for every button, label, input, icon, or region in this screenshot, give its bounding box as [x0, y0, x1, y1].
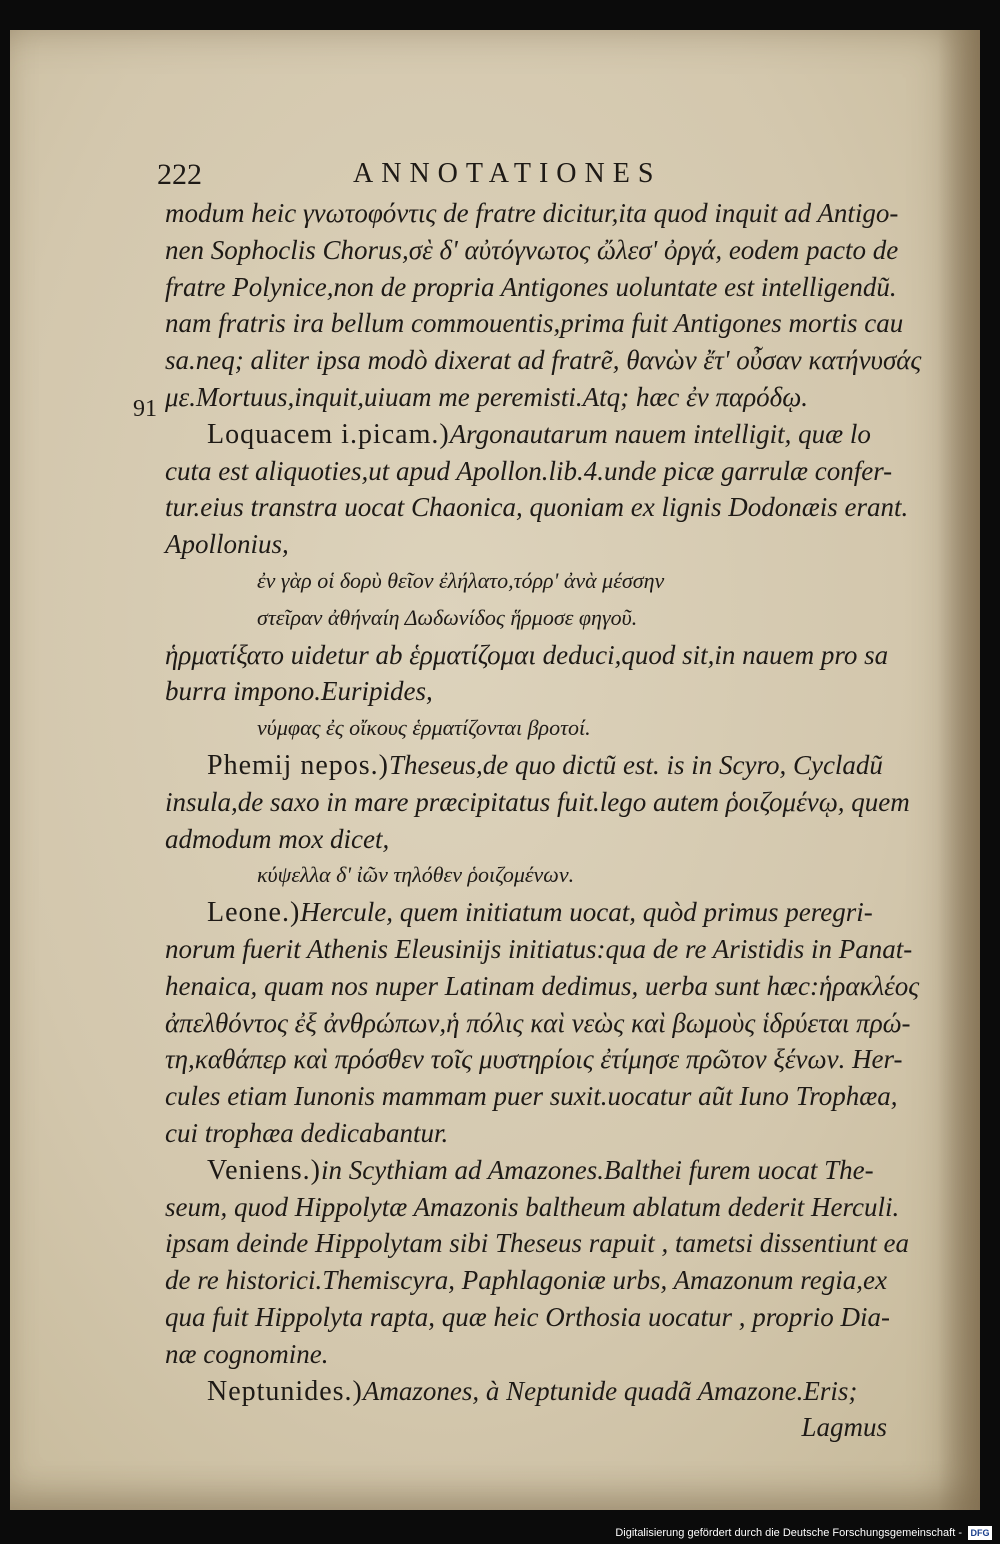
text-line: [165, 894, 895, 931]
text-line: modum heic γνωτοφόντις de fratre dicitur,ita quod inquit ad Antigo-: [165, 198, 899, 228]
lemma-heading: Leone.): [207, 897, 301, 929]
lemma-heading: Veniens.): [207, 1154, 321, 1186]
text-line: henaica, quam nos nuper Latinam dedimus, uerba sunt hæc:ἡρακλέος: [165, 970, 920, 1001]
text-line: fratre Polynice,non de propria Antigones uoluntate est intelligendũ.: [165, 271, 897, 302]
text-line: κύψελλα δ' ἰῶν τηλόθεν ῥοιζομένων.: [257, 862, 575, 888]
text-line: ipsam deinde Hippolytam sibi Theseus rapuit , tametsi dissentiunt ea: [165, 1228, 909, 1259]
text-line: [165, 1373, 895, 1410]
text-line: næ cognomine.: [165, 1338, 329, 1369]
text-line: nam fratris ira bellum commouentis,prima fuit Antigones mortis cau: [165, 308, 904, 339]
catchword: Lagmus: [801, 1412, 887, 1443]
text-line: cules etiam Iunonis mammam puer suxit.uocatur aũt Iuno Trophæa,: [165, 1081, 898, 1112]
text-line: με.Mortuus,inquit,uiuam me peremisti.Atq; hæc ἐν παρόδῳ.: [165, 381, 809, 412]
text-line: cui trophæa dedicabantur.: [165, 1117, 449, 1148]
footer-credit: Digitalisierung gefördert durch die Deutsche Forschungsgemeinschaft -: [615, 1527, 962, 1539]
page-gutter-shadow: [938, 30, 980, 1510]
lemma-commentary: Hercule, quem initiatum uocat, quòd primus peregri-: [300, 897, 873, 928]
page-header: [157, 158, 717, 192]
text-line: insula,de saxo in mare præcipitatus fuit.lego autem ῥοιζομένῳ, quem: [165, 786, 910, 817]
text-line: admodum mox dicet,: [165, 823, 390, 854]
body-text: [165, 195, 922, 1446]
text-line: tur.eius transtra uocat Chaonica, quoniam ex lignis Dodonæis erant.: [165, 492, 909, 523]
text-line: Apollonius,: [165, 529, 289, 560]
lemma-heading: Neptunides.): [207, 1375, 363, 1407]
lemma-commentary: Theseus,de quo dictũ est. is in Scyro, Cycladũ: [389, 749, 883, 780]
dfg-logo-icon: DFG: [968, 1526, 992, 1540]
digitization-footer: [615, 1522, 992, 1544]
lemma-commentary: in Scythiam ad Amazones.Balthei furem uocat The-: [320, 1154, 874, 1185]
text-line: cuta est aliquoties,ut apud Apollon.lib.4.unde picæ garrulæ confer-: [165, 455, 893, 486]
page-number: 222: [157, 158, 202, 191]
text-line: [165, 1152, 895, 1189]
text-line: de re historici.Themiscyra, Paphlagoniæ urbs, Amazonum regia,ex: [165, 1265, 887, 1296]
text-line: qua fuit Hippolyta rapta, quæ heic Orthosia uocatur , proprio Dia-: [165, 1301, 890, 1332]
text-line: ἡρματίξατο uidetur ab ἑρματίζομαι deduci,quod sit,in nauem pro sa: [165, 639, 889, 670]
running-head: ANNOTATIONES: [353, 158, 662, 189]
lemma-heading: Phemij nepos.): [207, 749, 389, 781]
text-line: τη,καθάπερ καὶ πρόσθεν τοῖς μυστηρίοις ἐτίμησε πρῶτον ξένων. Her-: [165, 1044, 903, 1075]
text-line: ἀπελθόντος ἐξ ἀνθρώπων,ἡ πόλις καὶ νεὼς καὶ βωμοὺς ἱδρύεται πρώ-: [165, 1007, 911, 1038]
lemma-commentary: Amazones, à Neptunide quadã Amazone.Eris;: [362, 1375, 858, 1406]
text-line: sa.neq; aliter ipsa modò dixerat ad fratrẽ, θανὼν ἔτ' οὖσαν κατήνυσάς: [165, 345, 922, 376]
lemma-commentary: Argonautarum nauem intelligit, quæ lo: [449, 418, 871, 449]
text-line: burra impono.Euripides,: [165, 676, 433, 707]
margin-number: 91: [133, 396, 157, 422]
text-line: νύμφας ἐς οἴκους ἑρματίζονται βροτοί.: [257, 715, 591, 741]
text-line: στεῖραν ἀθήναίη Δωδωνίδος ἥρμοσε φηγοῦ.: [257, 604, 638, 630]
text-line: [165, 416, 895, 453]
text-line: [165, 747, 895, 784]
text-line: seum, quod Hippolytæ Amazonis baltheum ablatum dederit Herculi.: [165, 1191, 900, 1222]
lemma-heading: Loquacem i.picam.): [207, 418, 450, 450]
text-line: ἐν γὰρ οἱ δορὺ θεῖον ἐλήλατο,τόρρ' ἀνὰ μέσσην: [257, 567, 665, 593]
text-line: nen Sophoclis Chorus,σὲ δ' αὐτόγνωτος ὤλεσ' ὀργά, eodem pacto de: [165, 234, 899, 265]
text-line: norum fuerit Athenis Eleusinijs initiatus:qua de re Aristidis in Panat-: [165, 933, 913, 964]
